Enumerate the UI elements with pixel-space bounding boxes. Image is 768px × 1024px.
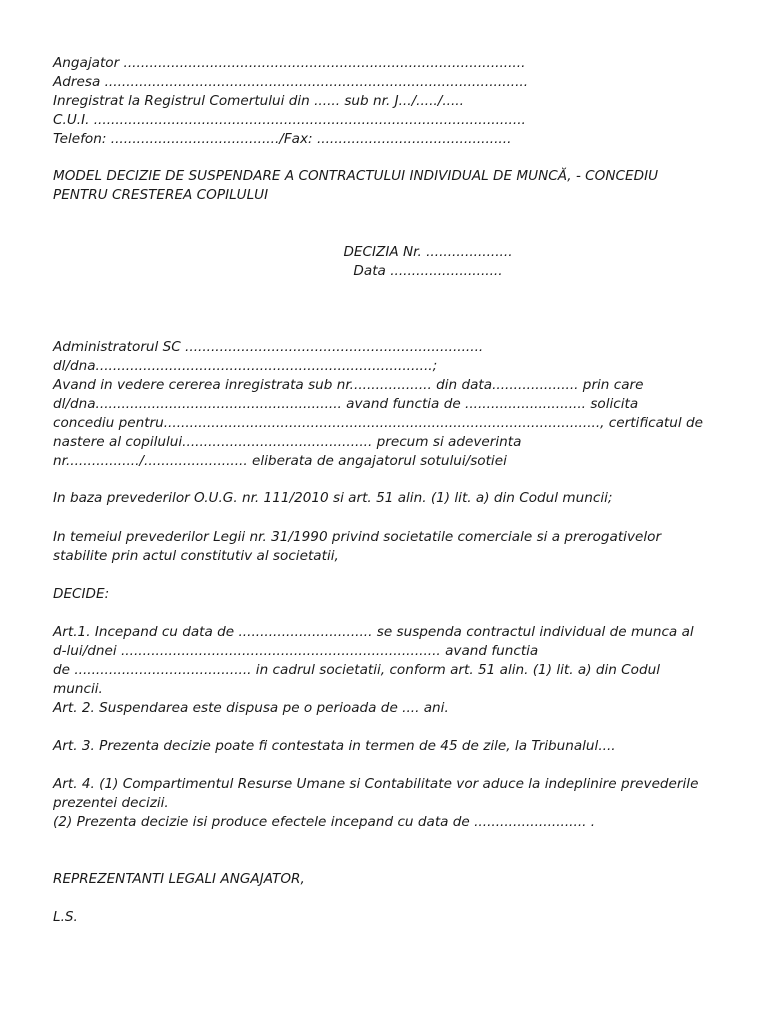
administrator-line: Administratorul SC ..................................................................... <box>53 339 484 355</box>
legal-ground-line-2: stabilite prin actul constitutiv al societatii, <box>53 548 339 564</box>
document-title <box>53 167 713 205</box>
address-line: Adresa .................................................................................................. <box>53 74 529 90</box>
intro-paragraph <box>53 338 713 471</box>
employer-line: Angajator ............................................................................................. <box>53 55 526 71</box>
phone-fax-line: Telefon: ......................................./Fax: ............................................. <box>53 131 512 147</box>
decide-label <box>53 585 713 604</box>
employee-name-line: dl/dna..............................................................................; <box>53 358 438 374</box>
signature-block <box>53 870 713 889</box>
art3-text: Art. 3. Prezenta decizie poate fi contestata in termen de 45 de zile, la Tribunalul.... <box>53 738 616 754</box>
art4-line-3: (2) Prezenta decizie isi produce efectele incepand cu data de .......................... . <box>53 814 596 830</box>
legal-ground-line-1: In temeiul prevederilor Legii nr. 31/1990 privind societatile comerciale si a prerogativelor <box>53 529 662 545</box>
title-line-2: PENTRU CRESTEREA COPILULUI <box>53 187 269 203</box>
art4-line-2: prezentei decizii. <box>53 795 169 811</box>
art1-line-2: d-lui/dnei .......................................................................... avand functia <box>53 643 539 659</box>
art2-text: Art. 2. Suspendarea este dispusa pe o perioada de .... ani. <box>53 700 449 716</box>
decision-number: DECIZIA Nr. .................... <box>343 244 513 260</box>
art1-line-1: Art.1. Incepand cu data de ............................... se suspenda contractul individual de munca al <box>53 624 694 640</box>
legal-basis <box>53 489 713 508</box>
decision-date: Data .......................... <box>353 263 503 279</box>
decide-text: DECIDE: <box>53 586 110 602</box>
request-line: Avand in vedere cererea inregistrata sub nr................... din data.................... prin care <box>53 377 644 393</box>
seal-block <box>53 908 713 927</box>
seal-label: L.S. <box>53 909 78 925</box>
art1-line-4: muncii. <box>53 681 103 697</box>
article-1 <box>53 623 713 699</box>
cui-line: C.U.I. .................................................................................................... <box>53 112 526 128</box>
leave-line: concediu pentru....................................................................................................., certificatul de <box>53 415 703 431</box>
decision-heading <box>53 243 713 281</box>
certificate-number-line: nr................./........................ eliberata de angajatorul sotului/sotiei <box>53 453 507 469</box>
art4-line-1: Art. 4. (1) Compartimentul Resurse Umane si Contabilitate vor aduce la indeplinire prevederile <box>53 776 699 792</box>
employer-header <box>53 54 713 149</box>
function-line: dl/dna......................................................... avand functia de ............................ solicita <box>53 396 639 412</box>
legal-ground <box>53 528 713 566</box>
art1-line-3: de ......................................... in cadrul societatii, conform art. 51 alin. (1) lit. a) din Codul <box>53 662 660 678</box>
article-2 <box>53 699 713 718</box>
title-line-1: MODEL DECIZIE DE SUSPENDARE A CONTRACTULUI INDIVIDUAL DE MUNCĂ, - CONCEDIU <box>53 168 659 184</box>
article-3 <box>53 737 713 756</box>
trade-register-line: Inregistrat la Registrul Comertului din ...... sub nr. J.../...../..... <box>53 93 464 109</box>
legal-representatives-label: REPREZENTANTI LEGALI ANGAJATOR, <box>53 871 305 887</box>
birth-certificate-line: nastere al copilului............................................ precum si adeverinta <box>53 434 522 450</box>
legal-basis-text: In baza prevederilor O.U.G. nr. 111/2010 si art. 51 alin. (1) lit. a) din Codul muncii; <box>53 490 613 506</box>
article-4 <box>53 775 713 832</box>
